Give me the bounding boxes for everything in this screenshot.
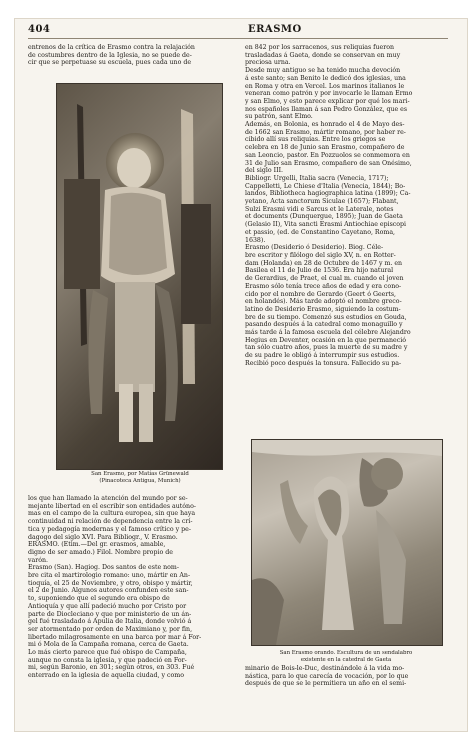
line-right-top-6: veneran como patrón y por invocarle le llaman Ermo bbox=[245, 90, 413, 98]
line-right-top-19: landos, Bibliotheca hagiographica latina (1899); Ca- bbox=[245, 190, 411, 198]
line-right-top-41: Recibió poco después la tonsura. Fallecido su pa- bbox=[245, 359, 402, 367]
figure1-caption-line-2: (Pinacoteca Antigua, Munich) bbox=[99, 477, 181, 484]
line-right-top-21: Sulzi Erasmi vidi e Sarcus et le Laterale, notes bbox=[245, 205, 394, 213]
line-left-bottom-23: enterrado en la iglesia de aquella ciudad, y como bbox=[28, 672, 184, 680]
line-right-top-22: et documents (Dunquergue, 1895); Juan de Gaeta bbox=[245, 213, 403, 221]
line-left-bottom-19: mi ó Mola de la Campaña romana, cerca de Gaeta. bbox=[28, 641, 189, 649]
saint-figure-illustration bbox=[57, 84, 222, 469]
line-right-top-14: san Leoncio, pastor. En Pozzuolos se conmemora en bbox=[245, 151, 410, 159]
relief-illustration bbox=[252, 440, 442, 645]
line-right-top-23: (Gelasio II), Vita sancti Erasmi Antiochiae episcopi bbox=[245, 221, 407, 229]
figure2-caption-line-2: existente en la catedral de Gaeta bbox=[300, 656, 392, 663]
line-right-top-28: dam (Holanda) en 28 de Octubre de 1467 y m. en bbox=[245, 259, 403, 267]
line-left-bottom-15: parte de Diocleciano y que por ministerio de un án- bbox=[28, 610, 192, 618]
line-right-top-5: en Roma y otra en Vercel. Los marinos italianos le bbox=[245, 82, 405, 90]
running-head: ERASMO bbox=[248, 24, 302, 35]
line-right-top-40: de su padre le obligó á interrumpir sus estudios. bbox=[245, 352, 400, 360]
line-right-top-4: á este santo; san Benito le dedicó dos iglesias, una bbox=[245, 74, 406, 82]
line-right-top-35: bre de su tiempo. Comenzó sus estudios en Gouda, bbox=[245, 313, 407, 321]
right-column-top bbox=[245, 44, 449, 368]
line-right-top-1: trasladadas á Gaeta, donde se conservan en muy bbox=[245, 51, 401, 59]
line-left-bottom-20: Lo más cierto parece que fué obispo de Campaña, bbox=[28, 649, 187, 657]
line-left-bottom-22: mi, según Baronio, en 301; según otros, en 303. Fué bbox=[28, 664, 195, 672]
line-right-top-20: yetano, Acta sanctorum Siculae (1657); Flabant, bbox=[245, 198, 399, 206]
gaeta-relief-photo bbox=[251, 439, 443, 646]
line-left-bottom-9: Erasmo (San). Hagiog. Dos santos de este nom- bbox=[28, 564, 179, 572]
line-left-bottom-12: el 2 de Junio. Algunos autores confunden este san- bbox=[28, 587, 189, 595]
line-right-top-34: latino de Desiderio Erasmo, siguiendo la costum- bbox=[245, 305, 401, 313]
line-right-top-15: 31 de Julio san Erasmo, compañero de san Onésimo, bbox=[245, 159, 412, 167]
line-right-top-37: más tarde á la famosa escuela del célebre Alejandro bbox=[245, 329, 411, 337]
line-left-top-1: de costumbres dentro de la Iglesia, no se puede de- bbox=[28, 51, 192, 59]
line-right-top-7: y san Elmo, y esto parece explicar por qué los mari- bbox=[245, 97, 410, 105]
line-right-top-38: Hegius en Deventer, ocasión en la que permaneció bbox=[245, 336, 406, 344]
grunewald-painting bbox=[56, 83, 223, 470]
line-left-bottom-4: tica y pedagogía modernas y el famoso crítico y pe- bbox=[28, 525, 191, 533]
page-header bbox=[28, 24, 448, 38]
line-right-top-8: nos españoles llaman á san Pedro González, que es bbox=[245, 105, 408, 113]
line-right-top-16: del siglo III. bbox=[245, 167, 284, 175]
line-right-top-18: Cappelletti, Le Chiese d'Italia (Venecia, 1844); Bo- bbox=[245, 182, 406, 190]
line-left-bottom-7: digno de ser amado.) Filol. Nombre propio de bbox=[28, 548, 173, 556]
line-right-top-31: Erasmo sólo tenía trece años de edad y era cono- bbox=[245, 282, 402, 290]
line-right-bottom-2: después de que se le permitiera un año en el semi- bbox=[245, 680, 407, 688]
line-left-bottom-14: Antioquía y que allí padeció mucho por Cristo por bbox=[28, 602, 187, 610]
line-left-bottom-21: aunque no consta la iglesia, y que padeció en For- bbox=[28, 656, 187, 664]
line-right-top-17: Bibliogr. Urgelli, Italia sacra (Venecia, 1717); bbox=[245, 174, 389, 182]
line-right-top-33: en holandés). Más tarde adoptó el nombre greco- bbox=[245, 298, 402, 306]
left-column-top bbox=[28, 44, 242, 67]
line-right-bottom-1: nástica, para lo que carecía de vocación, por lo que bbox=[245, 672, 409, 680]
line-left-bottom-2: mas en el campo de la cultura europea, sin que haya bbox=[28, 510, 196, 518]
line-left-bottom-0: los que han llamado la atención del mundo por se- bbox=[28, 495, 188, 502]
line-right-top-10: Además, en Bolonia, es honrado el 4 de Mayo des- bbox=[245, 121, 405, 129]
line-left-bottom-6: ERASMO. (Etim.—Del gr. erasmos, amable, bbox=[28, 541, 166, 549]
line-right-top-30: de Gerardius, de Praet, el cual m. cuando el joven bbox=[245, 275, 404, 283]
line-left-bottom-17: ser atormentado por orden de Maximiano y, por fin, bbox=[28, 625, 193, 633]
line-left-bottom-5: dagogo del siglo XVI. Para Bibliogr., V. Erasmo. bbox=[28, 533, 178, 541]
line-right-top-3: Desde muy antiguo se ha tenido mucha devoción bbox=[245, 67, 401, 75]
line-left-bottom-1: mejante libertad en el escribir son entidades autóno- bbox=[28, 502, 196, 510]
figure2-caption-line-1: San Erasmo orando. Escultura de un sendalabro bbox=[279, 650, 413, 656]
line-left-top-0: entrenos de la crítica de Erasmo contra la relajación bbox=[28, 44, 195, 51]
line-right-top-0: en 842 por los sarracenos, sus reliquias fueron bbox=[245, 44, 394, 51]
line-left-bottom-11: tioquía, el 25 de Noviembre, y otro, obispo y mártir, bbox=[28, 579, 193, 587]
line-right-top-9: su patrón, sant Elmo. bbox=[245, 113, 313, 121]
page-number: 404 bbox=[28, 24, 51, 35]
figure1-caption bbox=[84, 471, 196, 484]
line-left-bottom-16: gel fué trasladado á Apulia de Italia, donde volvió á bbox=[28, 618, 192, 626]
line-right-top-36: pasando después á la catedral como monaguillo y bbox=[245, 321, 403, 329]
line-left-top-2: cir que se perpetuase su escuela, pues cada uno de bbox=[28, 59, 192, 67]
line-right-top-26: Erasmo (Desiderio ó Desiderio). Biog. Céle- bbox=[245, 244, 384, 252]
line-right-top-32: cido por el nombre de Gerardo (Geert ó Geerts, bbox=[245, 290, 397, 298]
line-right-top-27: bre escritor y filólogo del siglo XV, n. en Rotter- bbox=[245, 251, 396, 259]
left-column-bottom bbox=[28, 495, 242, 680]
line-left-bottom-3: continuidad ni relación de dependencia entre la crí- bbox=[28, 518, 193, 526]
right-column-bottom bbox=[245, 665, 449, 688]
header-rule bbox=[28, 38, 448, 39]
line-left-bottom-18: libertado milagrosamente en una barca por mar á For- bbox=[28, 633, 202, 641]
line-right-top-12: cibido allí sus reliquias. Entre los griegos se bbox=[245, 136, 386, 144]
line-right-top-39: tan sólo cuatro años, pues la muerte de su madre y bbox=[245, 344, 408, 352]
line-right-top-11: de 1662 san Erasmo, mártir romano, por haber re- bbox=[245, 128, 406, 136]
line-right-top-29: Basilea el 11 de Julio de 1536. Era hijo natural bbox=[245, 267, 394, 275]
line-right-top-2: preciosa urna. bbox=[245, 59, 291, 67]
line-left-bottom-10: bre cita el martirologio romano: uno, mártir en An- bbox=[28, 572, 191, 580]
line-left-bottom-8: varón. bbox=[28, 556, 49, 564]
figure1-caption-line-1: San Erasmo, por Matías Grünewald bbox=[91, 471, 189, 477]
line-left-bottom-13: to, suponiendo que el segundo era obispo de bbox=[28, 595, 170, 603]
line-right-top-13: celebra en 18 de Junio san Erasmo, compañero de bbox=[245, 144, 405, 152]
line-right-bottom-0: minario de Bois-le-Duc, destinándole á la vida mo- bbox=[245, 665, 405, 672]
line-right-top-24: et passio, (ed. de Constantino Cayetano, Roma, bbox=[245, 228, 396, 236]
line-right-top-25: 1638). bbox=[245, 236, 266, 244]
figure2-caption bbox=[249, 650, 443, 663]
